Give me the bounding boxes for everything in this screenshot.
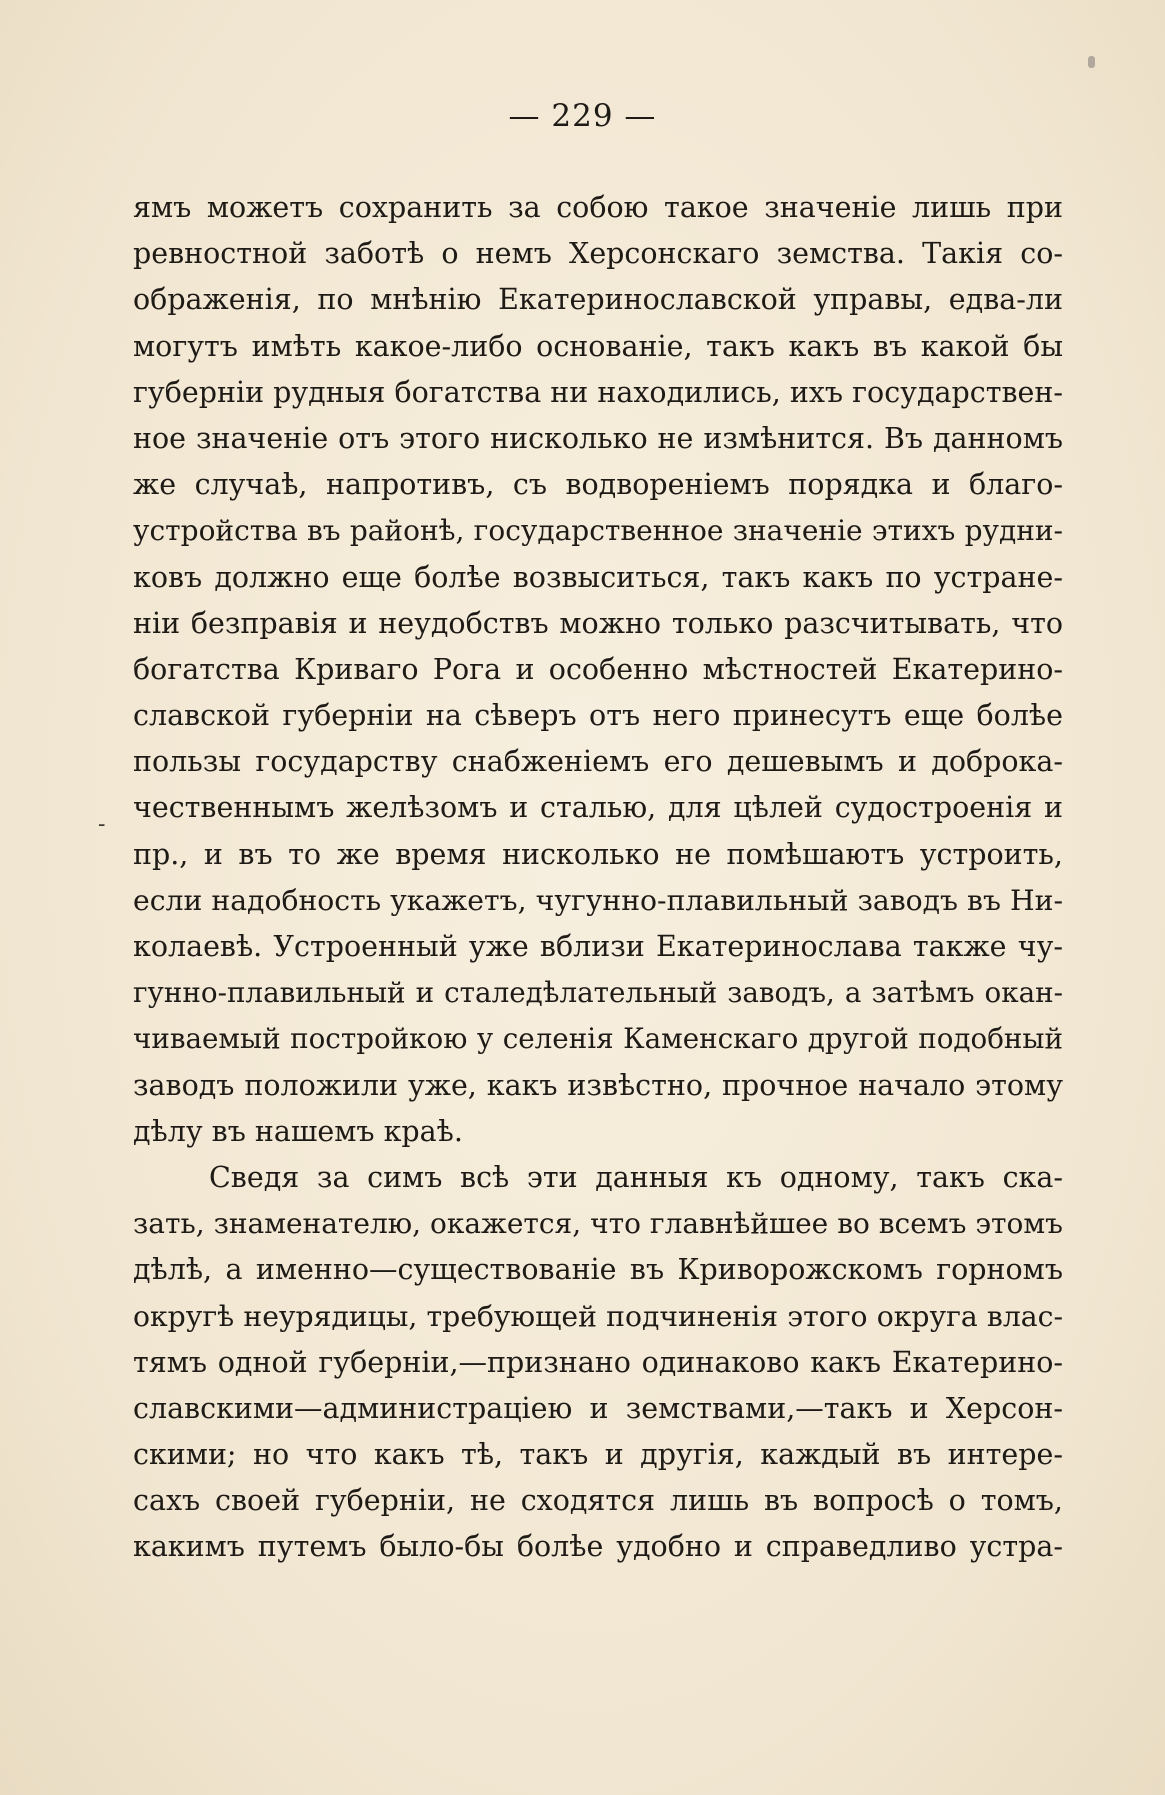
paragraph-start-line: Сведя за симъ всѣ эти данныя къ одному, такъ ска- — [209, 1160, 1063, 1194]
text-line: зать, знаменателю, окажется, что главнѣйшее во всемъ этомъ — [133, 1207, 1063, 1241]
text-line: сахъ своей губерніи, не сходятся лишь въ вопросѣ о томъ, — [133, 1484, 1063, 1518]
text-line: губерніи рудныя богатства ни находились, ихъ государствен- — [133, 375, 1063, 409]
text-line: какимъ путемъ было-бы болѣе удобно и справедливо устра- — [133, 1530, 1063, 1564]
text-line: ное значеніе отъ этого нисколько не измѣнится. Въ данномъ — [133, 421, 1063, 455]
text-line: скими; но что какъ тѣ, такъ и другія, каждый въ интере- — [133, 1438, 1063, 1472]
text-line: тямъ одной губерніи,—признано одинаково какъ Екатерино- — [133, 1345, 1063, 1379]
text-line: славскими—администраціею и земствами,—такъ и Херсон- — [133, 1391, 1063, 1425]
text-line: дѣлѣ, а именно—существованіе въ Криворожскомъ горномъ — [133, 1253, 1063, 1287]
text-line: округѣ неурядицы, требующей подчиненія этого округа влас- — [133, 1299, 1063, 1333]
text-line: ямъ можетъ сохранить за собою такое значеніе лишь при — [133, 191, 1063, 224]
text-line: могутъ имѣть какое-либо основаніе, такъ какъ въ какой бы — [133, 329, 1063, 363]
text-line: ревностной заботѣ о немъ Херсонскаго земства. Такія со- — [133, 237, 1063, 271]
text-line: славской губерніи на сѣверъ отъ него принесутъ еще болѣе — [133, 699, 1063, 733]
text-line: если надобность укажетъ, чугунно-плавильный заводъ въ Ни- — [133, 883, 1063, 917]
text-line: пользы государству снабженіемъ его дешевымъ и доброка- — [133, 745, 1063, 779]
margin-mark: - — [98, 812, 106, 837]
text-line: заводъ положили уже, какъ извѣстно, прочное начало этому — [133, 1068, 1063, 1102]
text-line: устройства въ районѣ, государственное значеніе этихъ рудни- — [133, 514, 1063, 548]
text-line: пр., и въ то же время нисколько не помѣшаютъ устроить, — [133, 837, 1063, 871]
text-line: колаевѣ. Устроенный уже вблизи Екатеринослава также чу- — [133, 930, 1063, 963]
text-line: ображенія, по мнѣнію Екатеринославской управы, едва-ли — [133, 283, 1063, 317]
ink-speck — [1088, 56, 1095, 68]
text-line: ніи безправія и неудобствъ можно только разсчитывать, что — [133, 606, 1063, 640]
body-text — [133, 185, 1063, 1571]
text-line: богатства Криваго Рога и особенно мѣстностей Екатерино- — [133, 652, 1063, 686]
text-line: гунно-плавильный и сталедѣлательный заводъ, а затѣмъ окан- — [133, 976, 1063, 1010]
text-line: ковъ должно еще болѣе возвыситься, такъ какъ по устране- — [133, 560, 1063, 594]
text-line: же случаѣ, напротивъ, съ водвореніемъ порядка и благо- — [133, 468, 1063, 502]
text-line: чественнымъ желѣзомъ и сталью, для цѣлей судостроенія и — [133, 791, 1063, 825]
text-line: чиваемый постройкою у селенія Каменскаго другой подобный — [133, 1022, 1063, 1056]
paragraph-end-line: дѣлу въ нашемъ краѣ. — [133, 1114, 463, 1148]
page-number: — 229 — — [508, 98, 657, 134]
